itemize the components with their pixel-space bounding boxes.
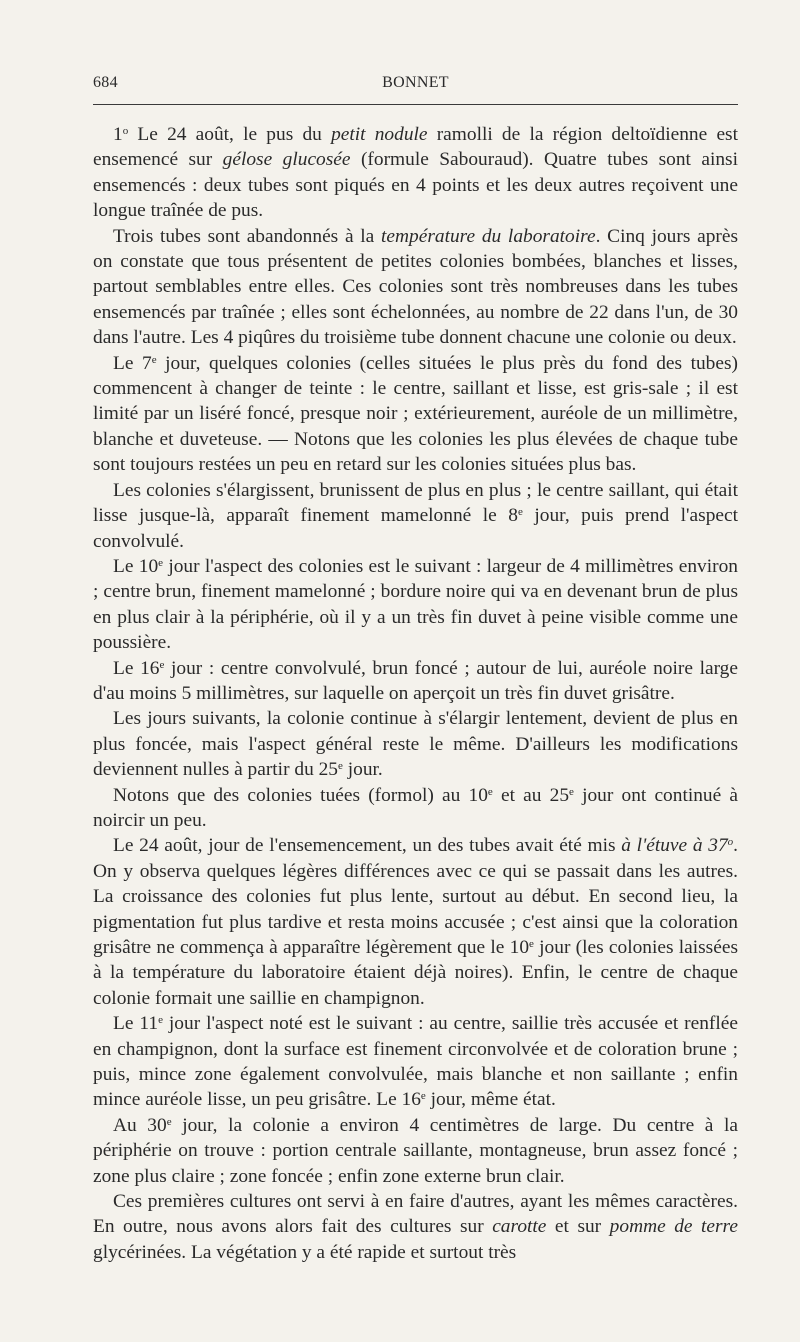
italic-text: pomme de terre xyxy=(609,1216,738,1238)
paragraph xyxy=(93,833,738,1011)
paragraph xyxy=(93,478,738,554)
text-run: jour l'aspect noté est le suivant : au centre, saillie très accusée et renflée en champignon, dont la surface est finement circonvolvée et de coloration brune ; puis, mince zone également convolvulée, mais blanche et non saillante ; enfin mince auréole lisse, un peu grisâtre. Le 16 xyxy=(93,1013,738,1111)
paragraph xyxy=(93,1113,738,1189)
superscript: e xyxy=(529,938,534,950)
page-header xyxy=(93,74,738,98)
italic-text: carotte xyxy=(492,1216,547,1238)
text-run: jour ont continué à noircir un peu. xyxy=(93,784,739,831)
italic-text: gélose glucosée xyxy=(222,149,351,171)
paragraph xyxy=(93,554,738,656)
superscript: e xyxy=(338,760,343,773)
text-run: 1 xyxy=(113,124,123,145)
text-run: . Cinq jours après on constate que tous présentent de petites colonies bombées, blanches et lisses, partout semblables entre elles. Ces colonies sont très nombreuses dans les tubes ensemencés par traînée ; elles sont échelonnées, au nombre de 22 dans l'un, de 30 dans l'autre. Les 4 piqûres du troisième tube donnent chacune une colonie ou deux. xyxy=(93,225,739,349)
page-number: 684 xyxy=(93,74,118,91)
text-run: jour : centre convolvulé, brun foncé ; autour de lui, auréole noire large d'au moins 5 millimètres, sur laquelle on aperçoit un très fin duvet grisâtre. xyxy=(93,657,738,704)
text-run: jour, quelques colonies (celles situées le plus près du fond des tubes) commencent à changer de teinte : le centre, saillant et lisse, est gris-sale ; il est limité par un liséré foncé, presque noir ; extérieurement, auréole de un millimètre, blanche et duveteuse. — Notons que les colonies les plus élevées de chaque tube sont toujours restées un peu en retard sur les colonies situées plus bas. xyxy=(93,352,738,476)
text-run: jour l'aspect des colonies est le suivant : largeur de 4 millimètres environ ; centre brun, finement mamelonné ; bordure noire qui va en devenant brun de plus en plus clair à la périphérie, où il y a un très fin duvet à peine visible comme une poussière. xyxy=(93,555,738,654)
text-run: glycérinées. La végétation y a été rapide et surtout très xyxy=(93,1241,517,1263)
superscript: o xyxy=(727,836,734,849)
text-run: Le 24 août, le pus du xyxy=(128,124,332,145)
text-run: Au 30 xyxy=(113,1114,167,1136)
paragraph xyxy=(93,706,738,782)
italic-text: température du laboratoire xyxy=(381,225,596,247)
text-run: Notons que des colonies tuées (formol) au 10 xyxy=(113,784,488,806)
paragraph xyxy=(93,783,738,834)
text-run: jour, la colonie a environ 4 centimètres de large. Du centre à la périphérie on trouve : portion centrale saillante, montagneuse, brun assez foncé ; zone plus claire ; zone foncée ; enfin zone externe brun clair. xyxy=(93,1114,738,1187)
text-run: (formule Sabouraud). Quatre tubes sont ainsi ensemencés : deux tubes sont piqués en 4 points et les deux autres reçoivent une longue traînée de pus. xyxy=(93,149,738,222)
superscript: e xyxy=(159,658,165,671)
text-run: jour (les colonies laissées à la température du laboratoire étaient déjà noires). Enfin, le centre de chaque colonie formait une saillie en champignon. xyxy=(93,937,738,1009)
text-run: Les jours suivants, la colonie continue à s'élargir lentement, devient de plus en plus foncée, mais l'aspect général reste le même. D'ailleurs les modifications deviennent nulles à partir du 25 xyxy=(93,708,738,781)
text-run: Le 10 xyxy=(113,555,159,577)
text-run: . On y observa quelques légères différences avec ce qui se passait dans les autres. La croissance des colonies fut plus lente, surtout au début. En second lieu, la pigmentation fut plus tardive et resta moins accusée ; c'est ainsi que la coloration grisâtre ne commença à apparaître légèrement que le 10 xyxy=(93,835,738,958)
text-run: Trois tubes sont abandonnés à la xyxy=(113,225,382,247)
superscript: o xyxy=(122,125,129,137)
text-run: Les colonies s'élargissent, brunissent de plus en plus ; le centre saillant, qui était lisse jusque-là, apparaît finement mamelonné le 8 xyxy=(93,479,738,527)
superscript: e xyxy=(158,1014,163,1027)
superscript: e xyxy=(517,506,523,519)
italic-text: petit nodule xyxy=(331,124,428,145)
text-run: et au 25 xyxy=(492,784,570,806)
text-run: jour, même état. xyxy=(425,1089,556,1111)
text-run: jour, puis prend l'aspect convolvulé. xyxy=(93,505,739,552)
text-run: Le 11 xyxy=(113,1013,159,1035)
text-run: ramolli de la région deltoïdienne est ensemencé sur xyxy=(93,124,738,171)
paragraph xyxy=(93,656,738,707)
header-rule xyxy=(93,104,738,105)
superscript: e xyxy=(166,1115,172,1128)
superscript: e xyxy=(487,785,493,798)
paragraph xyxy=(93,224,738,351)
superscript: e xyxy=(569,785,574,798)
superscript: e xyxy=(158,556,164,569)
text-run: jour. xyxy=(342,759,383,781)
superscript: e xyxy=(151,353,157,366)
paragraph xyxy=(93,1189,738,1265)
text-run: Le 16 xyxy=(113,657,160,679)
text-run: Le 7 xyxy=(113,352,152,374)
paragraph xyxy=(93,122,738,224)
superscript: e xyxy=(420,1090,426,1103)
paragraph xyxy=(93,1011,738,1113)
text-run: Ces premières cultures ont servi à en faire d'autres, ayant les mêmes caractères. En outre, nous avons alors fait des cultures sur xyxy=(93,1191,738,1238)
text-run: Le 24 août, jour de l'ensemencement, un des tubes avait été mis xyxy=(113,835,622,857)
italic-text: à l'étuve à 37 xyxy=(621,835,728,857)
text-run: et sur xyxy=(546,1216,610,1238)
running-head: BONNET xyxy=(382,74,449,91)
paragraph xyxy=(93,351,738,478)
body-text xyxy=(93,122,738,1265)
